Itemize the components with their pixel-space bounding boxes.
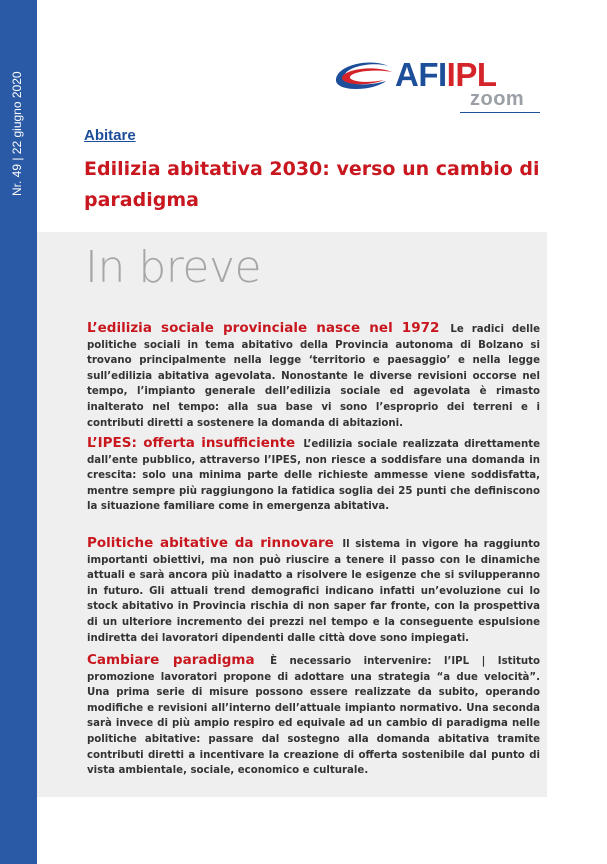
logo-zoom: zoom bbox=[470, 88, 525, 110]
afi-ipl-logo bbox=[332, 56, 540, 114]
swoosh-icon bbox=[332, 56, 394, 96]
logo-underline bbox=[460, 112, 540, 113]
summary-paragraph bbox=[87, 436, 540, 515]
issue-label: Nr. 49 | 22 giugno 2020 bbox=[10, 71, 24, 196]
summary-paragraph bbox=[87, 653, 540, 779]
summary-title: In breve bbox=[85, 242, 262, 293]
page-title: Edilizia abitativa 2030: verso un cambio di paradigma bbox=[84, 158, 540, 211]
paragraph-text: È necessario intervenire: l’IPL | Istituto promozione lavoratori propone di adottare una strategia “a due velocità”. Una prima serie di misure possono essere realizzate da subito, operando modifiche e revisioni all’interno dell’attuale impianto normativo. Una seconda sarà invece di più ampio respiro ed equivale ad un cambio di paradigma nelle politiche abitative: passare dal sostegno alla domanda abitativa tramite contributi diretti a incentivare la creazione di offerta sostenibile dal punto di vista ambientale, sociale, economico e culturale. bbox=[87, 656, 540, 777]
logo-ipl: IPL bbox=[446, 56, 497, 93]
paragraph-lead: L’edilizia sociale provinciale nasce nel 1972 bbox=[87, 320, 440, 336]
logo-afi: AFI bbox=[395, 56, 447, 93]
paragraph-lead: Cambiare paradigma bbox=[87, 652, 255, 668]
summary-paragraph bbox=[87, 321, 540, 431]
paragraph-lead: Politiche abitative da rinnovare bbox=[87, 535, 334, 551]
paragraph-text: Le radici delle politiche sociali in tema abitativo della Provincia autonoma di Bolzano si trovano principalmente nella legge ‘territorio e paesaggio’ e nella legge sull’edilizia abitativa agevolata. Nonostante le diverse revisioni occorse nel tempo, l’impianto generale dell’edilizia sociale ed agevolata è rimasto inalterato nel tempo: alla sua base vi sono l’esproprio dei terreni e i contributi diretti a sostenere la domanda di abitazioni. bbox=[87, 324, 540, 429]
category-link[interactable]: Abitare bbox=[84, 127, 136, 144]
paragraph-text: Il sistema in vigore ha raggiunto importanti obiettivi, ma non può riuscire a tenere il passo con le dinamiche attuali e sarà ancora più inadatto a risolvere le esigenze che si svilupperanno in futuro. Gli attuali trend demografici indicano infatti un’evoluzione cui lo stock abitativo in Provincia rischia di non saper far fronte, con la prospettiva di un ulteriore incremento dei prezzi nel tempo e la conseguente espulsione indiretta dei lavoratori dipendenti dalle città dove sono impiegati. bbox=[87, 539, 541, 644]
summary-paragraph bbox=[87, 536, 540, 646]
paragraph-text: L’edilizia sociale realizzata direttamente dall’ente pubblico, attraverso l’IPES, non riesce a soddisfare una domanda in crescita: solo una minima parte delle richieste ammesse viene soddisfatta, mentre sempre più raggiungono la fatidica soglia dei 25 punti che definiscono la situazione familiare come in emergenza abitativa. bbox=[87, 439, 540, 513]
paragraph-lead: L’IPES: offerta insufficiente bbox=[87, 435, 296, 451]
